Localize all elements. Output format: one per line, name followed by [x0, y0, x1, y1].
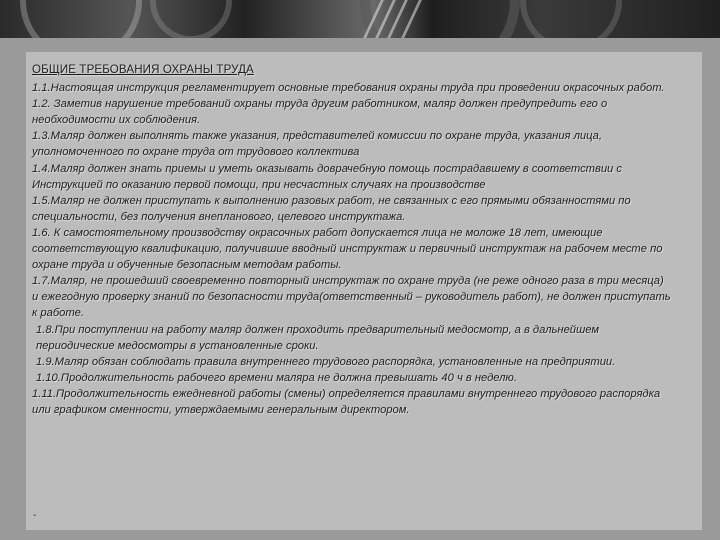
paragraph-1-5: 1.5.Маляр не должен приступать к выполнению разовых работ, не связанных с его прямыми обязанностями по специальности, без получения внепланового, целевого инструктажа. — [32, 194, 631, 223]
paragraph-1-1: 1.1.Настоящая инструкция регламентирует основные требования охраны труда при проведении окрасочных работ. — [32, 82, 665, 95]
paragraph-1-2: 1.2. Заметив нарушение требований охраны труда другим работником, маляр должен предупредить его о необходимости их соблюдения. — [32, 98, 608, 127]
banner-wheel-shape — [150, 0, 232, 38]
paragraph-1-7: 1.7.Маляр, не прошедший своевременно повторный инструктаж по охране труда (не реже одного раза в три месяца) и ежегодную проверку знаний по безопасности труда(ответственный – руководитель работ), не должен приступать к работе. — [32, 275, 671, 320]
document-title: ОБЩИЕ ТРЕБОВАНИЯ ОХРАНЫ ТРУДА — [32, 63, 254, 76]
document-body — [32, 62, 672, 418]
paragraph-1-10: 1.10.Продолжительность рабочего времени маляра не должна превышать 40 ч в неделю. — [36, 371, 517, 384]
paragraph-1-9: 1.9.Маляр обязан соблюдать правила внутреннего трудового распорядка, установленные на предприятии. — [36, 355, 616, 368]
paragraph-1-8: 1.8.При поступлении на работу маляр должен проходить предварительный медосмотр, а в дальнейшем периодические медосмотры в установленные сроки. — [36, 323, 600, 352]
paragraph-1-11: 1.11.Продолжительность ежедневной работы (смены) определяется правилами внутреннего трудового распорядка или графиком сменности, утверждаемыми генеральным директором. — [32, 387, 661, 416]
paragraph-1-3: 1.3.Маляр должен выполнять также указания, представителей комиссии по охране труда, указания лица, уполномоченного по охране труда от трудового коллектива — [32, 130, 603, 159]
header-banner-image — [0, 0, 720, 38]
paragraph-1-6: 1.6. К самостоятельному производству окрасочных работ допускается лица не моложе 18 лет, имеющие соответствующую квалификацию, получившие вводный инструктаж и первичный инструктаж на рабочем месте по охране труда и обученные безопасным методам работы. — [32, 226, 663, 272]
banner-wheel-shape — [20, 0, 142, 38]
banner-wheel-shape — [520, 0, 622, 38]
paragraph-1-4: 1.4.Маляр должен знать приемы и уметь оказывать доврачебную помощь пострадавшему в соответствии с Инструкцией по оказанию первой помощи, при несчастных случаях на производстве — [32, 162, 622, 191]
footer-mark: - — [33, 510, 37, 521]
